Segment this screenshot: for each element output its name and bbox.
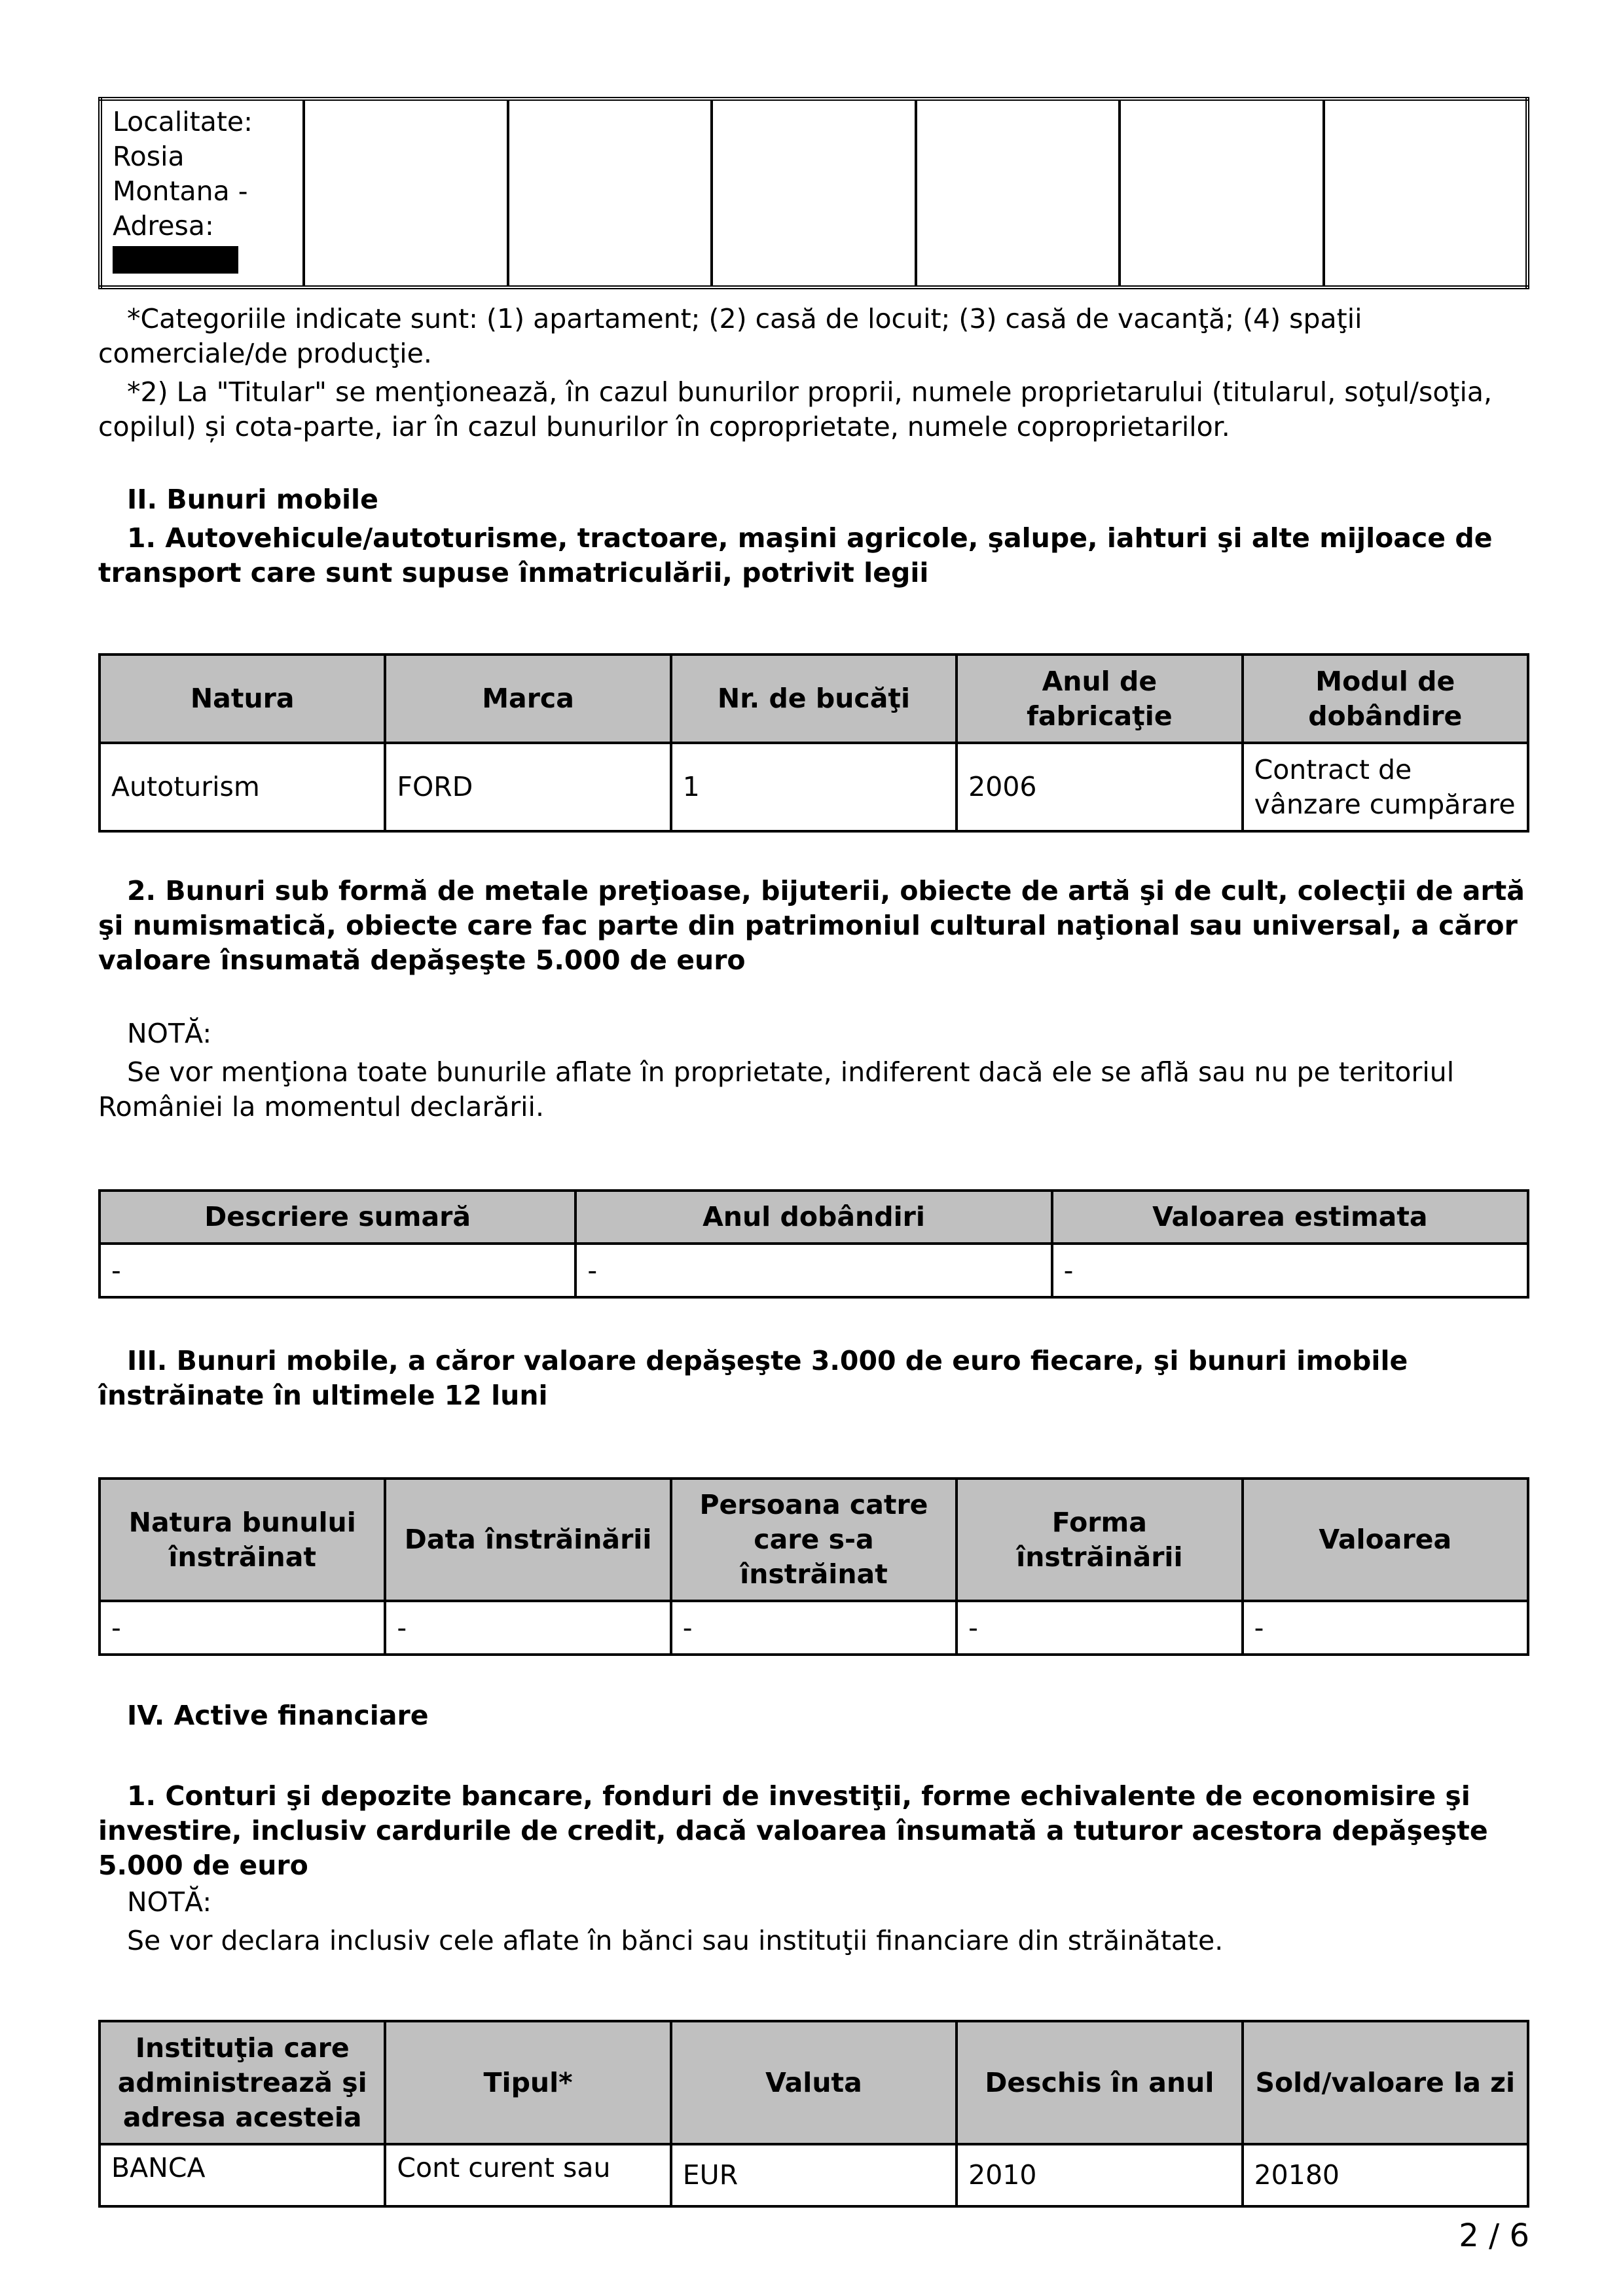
subsection-title: 2. Bunuri sub formă de metale preţioase, bijuterii, obiecte de artă şi de cult, colecţii de artă şi numismatică, obiecte care fac parte din patrimoniul cultural naţional sau universal, a căror valoare însumată depăşeşte 5.000 de euro [98, 875, 1525, 976]
note-label: NOTĂ: [127, 1018, 212, 1049]
column-header: Tipul* [385, 2021, 670, 2144]
empty-cell [1324, 99, 1527, 287]
page-number: 2 / 6 [1459, 2217, 1529, 2254]
table-cell: Contract de vânzare cumpărare [1243, 743, 1528, 831]
table-row [100, 743, 1528, 831]
subsection-heading [98, 1779, 1529, 1883]
column-header: Natura [100, 655, 385, 743]
column-header: Valoarea [1243, 1479, 1528, 1601]
table-cell: 20180 [1243, 2144, 1528, 2206]
table-cell: - [671, 1601, 957, 1655]
table-row [100, 1601, 1528, 1655]
table-cell: - [100, 1244, 575, 1297]
categories-note: *Categoriile indicate sunt: (1) apartament; (2) casă de locuit; (3) casă de vacanţă; (4) spaţii comerciale/de producţie. [98, 303, 1362, 369]
table-cell: - [100, 1601, 385, 1655]
redacted-address [113, 246, 238, 274]
note-label: NOTĂ: [127, 1886, 212, 1918]
table-row [100, 99, 1527, 287]
table-header-row [100, 655, 1528, 743]
subsection-title: 1. Autovehicule/autoturisme, tractoare, maşini agricole, şalupe, iahturi şi alte mijloace de transport care sunt supuse înmatriculării, potrivit legii [98, 522, 1493, 588]
section-title: II. Bunuri mobile [127, 484, 378, 515]
note-block [98, 1016, 1529, 1124]
table-cell: Cont curent sau [385, 2144, 670, 2206]
column-header: Modul de dobândire [1243, 655, 1528, 743]
location-label: Localitate: [113, 106, 253, 137]
section-title: IV. Active financiare [127, 1700, 429, 1731]
column-header: Anul dobândiri [575, 1191, 1051, 1244]
location-value: Rosia [113, 141, 185, 172]
subsection-title: 1. Conturi şi depozite bancare, fonduri de investiţii, forme echivalente de economisire şi investire, inclusiv cardurile de credit, dacă valoarea însumată a tuturor acestora depăşeşte 5.000 de euro [98, 1780, 1488, 1881]
column-header: Deschis în anul [957, 2021, 1242, 2144]
column-header: Natura bunului înstrăinat [100, 1479, 385, 1601]
titular-note: *2) La "Titular" se menţionează, în cazul bunurilor proprii, numele proprietarului (titularul, soţul/soţia, copilul) și cota-parte, iar în cazul bunurilor în coproprietate, numele coproprietarilor. [98, 376, 1493, 442]
footnotes [98, 302, 1529, 444]
address-label: Adresa: [113, 210, 214, 242]
column-header: Forma înstrăinării [957, 1479, 1242, 1601]
column-header: Marca [385, 655, 670, 743]
column-header: Valoarea estimata [1052, 1191, 1528, 1244]
location-cell [100, 99, 304, 287]
note-block [98, 1885, 1529, 1958]
section-heading [98, 482, 1529, 590]
table-cell: FORD [385, 743, 670, 831]
column-header: Data înstrăinării [385, 1479, 670, 1601]
table-cell: BANCA [100, 2144, 385, 2206]
table-cell: - [1243, 1601, 1528, 1655]
note-text: Se vor declara inclusiv cele aflate în bănci sau instituţii financiare din străinătate. [127, 1925, 1224, 1956]
table-cell: 2006 [957, 743, 1242, 831]
column-header: Anul de fabricaţie [957, 655, 1242, 743]
valuables-table [98, 1189, 1529, 1299]
empty-cell [916, 99, 1120, 287]
section-title: III. Bunuri mobile, a căror valoare depăşeşte 3.000 de euro fiecare, şi bunuri imobile înstrăinate în ultimele 12 luni [98, 1345, 1408, 1411]
table-cell: EUR [671, 2144, 957, 2206]
vehicles-table [98, 653, 1529, 833]
table-row [100, 2144, 1528, 2206]
table-cell: - [385, 1601, 670, 1655]
bank-accounts-table [98, 2020, 1529, 2208]
property-location-table [98, 97, 1529, 289]
note-text: Se vor menţiona toate bunurile aflate în proprietate, indiferent dacă ele se află sau nu pe teritoriul României la momentul declarării. [98, 1056, 1455, 1122]
column-header: Nr. de bucăţi [671, 655, 957, 743]
table-header-row [100, 1191, 1528, 1244]
section-heading [98, 1698, 1529, 1733]
column-header: Instituţia care administrează şi adresa acesteia [100, 2021, 385, 2144]
location-value: Montana - [113, 175, 248, 207]
column-header: Sold/valoare la zi [1243, 2021, 1528, 2144]
section-heading [98, 1344, 1529, 1413]
empty-cell [712, 99, 915, 287]
subsection-heading [98, 874, 1529, 978]
table-cell: Autoturism [100, 743, 385, 831]
table-header-row [100, 1479, 1528, 1601]
alienated-goods-table [98, 1477, 1529, 1656]
table-cell: 1 [671, 743, 957, 831]
column-header: Valuta [671, 2021, 957, 2144]
empty-cell [304, 99, 507, 287]
table-cell: - [1052, 1244, 1528, 1297]
table-cell: - [575, 1244, 1051, 1297]
table-cell: - [957, 1601, 1242, 1655]
empty-cell [1120, 99, 1323, 287]
table-header-row [100, 2021, 1528, 2144]
table-cell: 2010 [957, 2144, 1242, 2206]
column-header: Descriere sumară [100, 1191, 575, 1244]
table-row [100, 1244, 1528, 1297]
column-header: Persoana catre care s-a înstrăinat [671, 1479, 957, 1601]
empty-cell [508, 99, 712, 287]
